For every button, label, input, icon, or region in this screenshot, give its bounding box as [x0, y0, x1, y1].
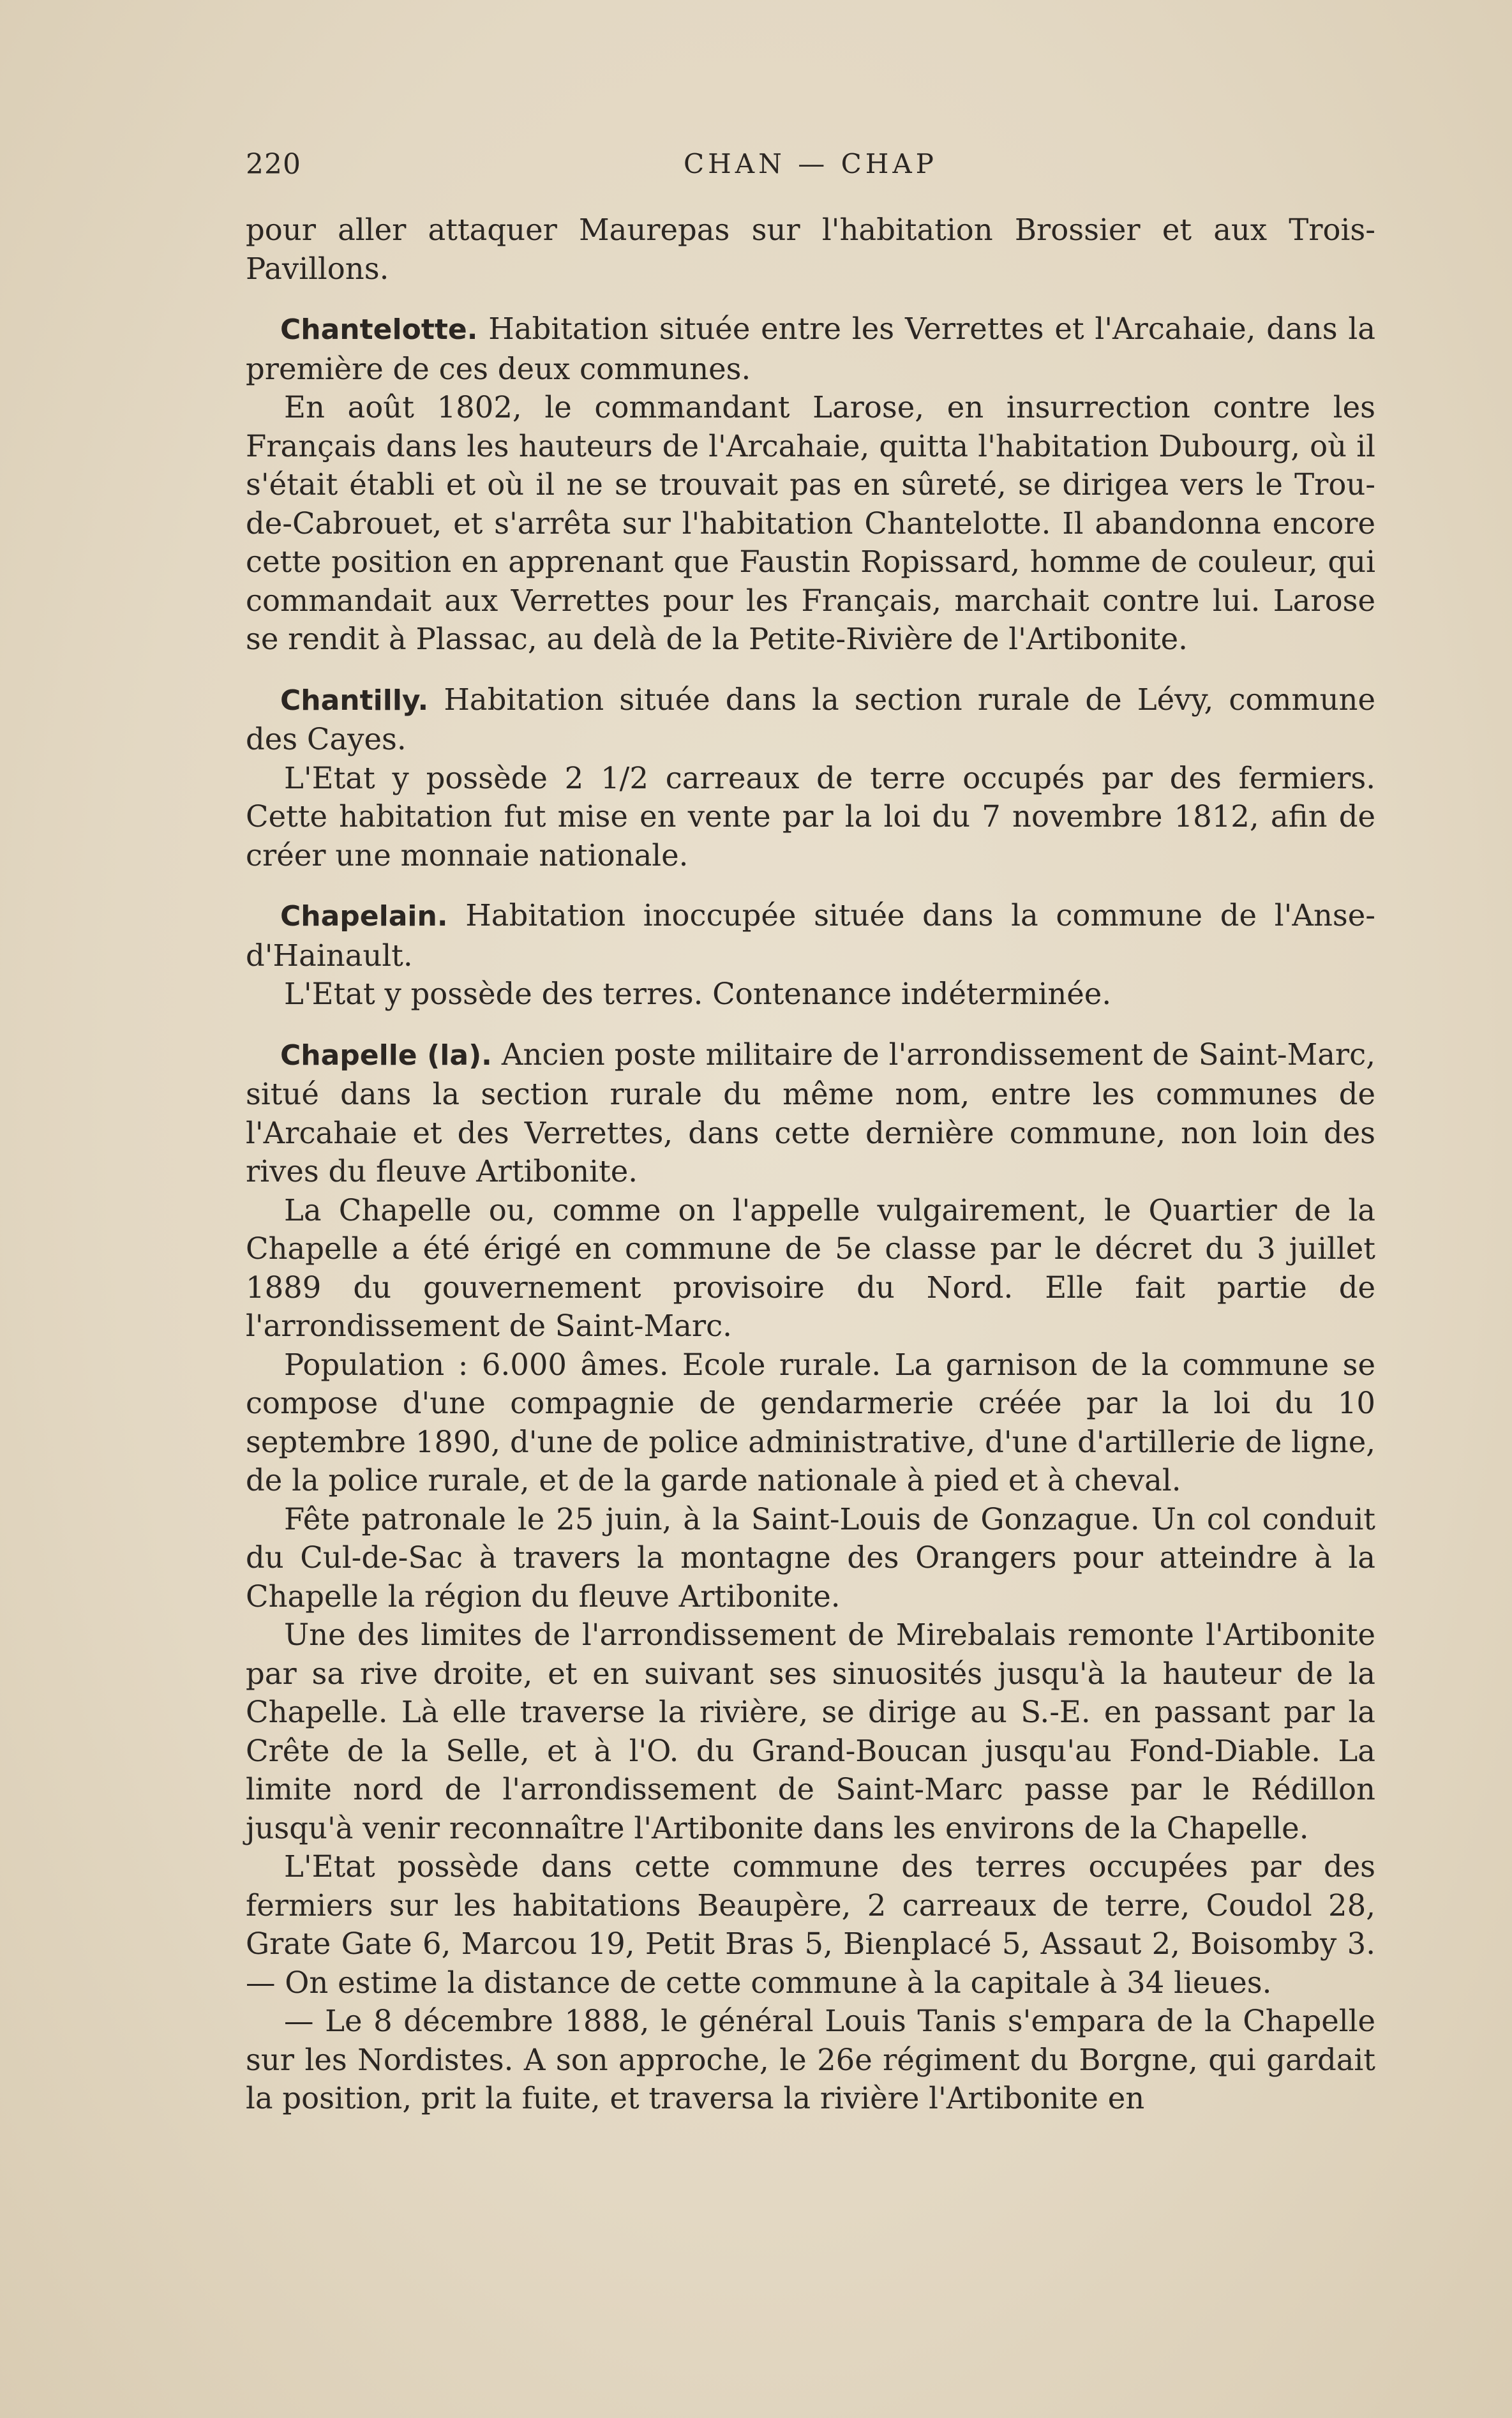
entry-chapelle	[246, 1035, 1375, 1191]
entry-lead: Habitation située entre les Verrettes et l'Arcahaie, dans la première de ces deux communes.	[246, 312, 1375, 386]
entry-term: Chapelle (la).	[280, 1039, 492, 1072]
page-number: 220	[246, 148, 301, 181]
entry-paragraph: — Le 8 décembre 1888, le général Louis Tanis s'empara de la Chapelle sur les Nordistes. A son approche, le 26e régiment du Borgne, qui gardait la position, prit la fuite, et traversa la rivière l'Artibonite en	[246, 2004, 1375, 2115]
entry-term: Chantilly.	[280, 684, 429, 717]
article-body	[246, 211, 1375, 2118]
entry-paragraph: La Chapelle ou, comme on l'appelle vulgairement, le Quartier de la Chapelle a été érigé en commune de 5e classe par le décret du 3 juillet 1889 du gouvernement provisoire du Nord. Elle fait partie de l'arrondissement de Saint-Marc.	[246, 1192, 1375, 1343]
entry-paragraph: En août 1802, le commandant Larose, en insurrection contre les Français dans les hauteurs de l'Arcahaie, quitta l'habitation Dubourg, où il s'était établi et où il ne se trouvait pas en sûreté, se dirigea vers le Trou-de-Cabrouet, et s'arrêta sur l'habitation Chantelotte. Il abandonna encore cette position en apprenant que Faustin Ropissard, homme de couleur, qui commandait aux Verrettes pour les Français, marchait contre lui. Larose se rendit à Plassac, au delà de la Petite-Rivière de l'Artibonite.	[246, 390, 1375, 656]
entry-chantelotte	[246, 310, 1375, 388]
continuation-paragraph: pour aller attaquer Maurepas sur l'habitation Brossier et aux Trois-Pavillons.	[246, 213, 1375, 286]
entry-lead: Ancien poste militaire de l'arrondissement de Saint-Marc, situé dans la section rurale du même nom, entre les communes de l'Arcahaie et des Verrettes, dans cette dernière commune, non loin des rives du fleuve Artibonite.	[246, 1037, 1375, 1189]
entry-term: Chapelain.	[280, 900, 448, 933]
entry-paragraph: L'Etat y possède 2 1/2 carreaux de terre occupés par des fermiers. Cette habitation fut mise en vente par la loi du 7 novembre 1812, afin de créer une monnaie nationale.	[246, 760, 1375, 873]
entry-paragraph: L'Etat possède dans cette commune des terres occupées par des fermiers sur les habitations Beaupère, 2 carreaux de terre, Coudol 28, Grate Gate 6, Marcou 19, Petit Bras 5, Bienplacé 5, Assaut 2, Boisomby 3. — On estime la distance de cette commune à la capitale à 34 lieues.	[246, 1849, 1375, 2000]
entry-lead: Habitation inoccupée située dans la commune de l'Anse-d'Hainault.	[246, 898, 1375, 973]
entry-chapelain	[246, 896, 1375, 975]
page-header	[246, 148, 1375, 193]
entry-lead: Habitation située dans la section rurale de Lévy, commune des Cayes.	[246, 682, 1375, 756]
entry-term: Chantelotte.	[280, 313, 478, 346]
entry-paragraph: Une des limites de l'arrondissement de Mirebalais remonte l'Artibonite par sa rive droite, et en suivant ses sinuosités jusqu'à la hauteur de la Chapelle. Là elle traverse la rivière, se dirige au S.-E. en passant par la Crête de la Selle, et à l'O. du Grand-Boucan jusqu'au Fond-Diable. La limite nord de l'arrondissement de Saint-Marc passe par le Rédillon jusqu'à venir reconnaître l'Artibonite dans les environs de la Chapelle.	[246, 1618, 1375, 1845]
entry-paragraph: L'Etat y possède des terres. Contenance indéterminée.	[284, 977, 1112, 1011]
entry-chantilly	[246, 680, 1375, 759]
entry-paragraph: Population : 6.000 âmes. Ecole rurale. La garnison de la commune se compose d'une compagnie de gendarmerie créée par la loi du 10 septembre 1890, d'une de police administrative, d'une d'artillerie de ligne, de la police rurale, et de la garde nationale à pied et à cheval.	[246, 1347, 1375, 1498]
running-head: CHAN — CHAP	[684, 148, 938, 179]
entry-paragraph: Fête patronale le 25 juin, à la Saint-Louis de Gonzague. Un col conduit du Cul-de-Sac à travers la montagne des Orangers pour atteindre à la Chapelle la région du fleuve Artibonite.	[246, 1501, 1375, 1614]
